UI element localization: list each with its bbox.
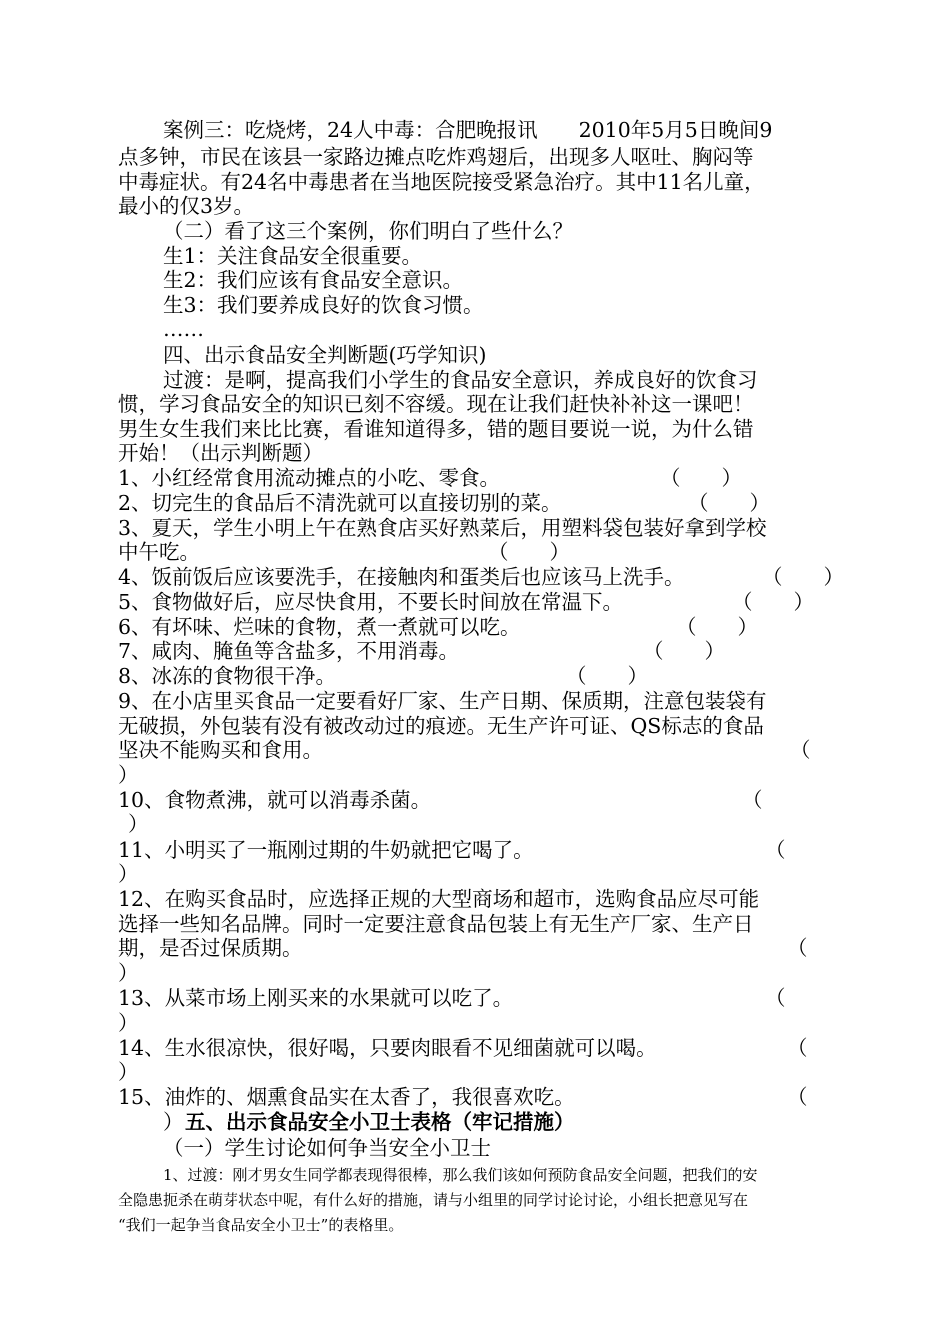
question-3-line-1: 3、夏天，学生小明上午在熟食店买好熟菜后，用塑料袋包装好拿到学校 bbox=[118, 516, 767, 540]
answer-bracket-14-close: ） bbox=[118, 1060, 139, 1084]
question-7: 7、咸肉、腌鱼等含盐多，不用消毒。 bbox=[118, 639, 460, 663]
question-11: 11、小明买了一瓶刚过期的牛奶就把它喝了。 bbox=[118, 838, 534, 862]
answer-bracket-9-open: （ bbox=[790, 738, 811, 762]
section4-heading: 四、出示食品安全判断题(巧学知识) bbox=[163, 343, 487, 367]
question-1: 1、小红经常食用流动摊点的小吃、零食。 bbox=[118, 466, 501, 490]
question-3-line-2: 中午吃。 bbox=[118, 540, 200, 564]
student-answer-2: 生2：我们应该有食品安全意识。 bbox=[163, 268, 464, 292]
section4-intro-1: 过渡：是啊，提高我们小学生的食品安全意识，养成良好的饮食习 bbox=[163, 368, 758, 392]
question-13: 13、从菜市场上刚买来的水果就可以吃了。 bbox=[118, 986, 514, 1010]
answer-bracket-11-close: ） bbox=[118, 862, 139, 886]
question-14: 14、生水很凉快，很好喝，只要肉眼看不见细菌就可以喝。 bbox=[118, 1036, 657, 1060]
answer-bracket-14-open: （ bbox=[787, 1036, 808, 1060]
question-12-line-1: 12、在购买食品时，应选择正规的大型商场和超市，选购食品应尽可能 bbox=[118, 887, 760, 911]
answer-bracket-4: （ ） bbox=[762, 565, 844, 589]
answer-bracket-8: （ ） bbox=[566, 664, 648, 688]
answer-bracket-3: （ ） bbox=[488, 540, 570, 564]
question-6: 6、有坏味、烂味的食物，煮一煮就可以吃。 bbox=[118, 615, 521, 639]
section4-intro-4: 开始！（出示判断题） bbox=[118, 441, 323, 465]
answer-bracket-12-open: （ bbox=[787, 936, 808, 960]
answer-bracket-15-close: ） bbox=[163, 1110, 184, 1134]
answer-bracket-9-close: ） bbox=[118, 763, 139, 787]
answer-bracket-11-open: （ bbox=[765, 838, 786, 862]
section5-paragraph-line-1: 1、过渡：刚才男女生同学都表现得很棒，那么我们该如何预防食品安全问题，把我们的安 bbox=[163, 1166, 758, 1184]
question-9-line-1: 9、在小店里买食品一定要看好厂家、生产日期、保质期，注意包装袋有 bbox=[118, 689, 767, 713]
section5-subheading: （一）学生讨论如何争当安全小卫士 bbox=[163, 1136, 491, 1160]
ellipsis: …… bbox=[163, 317, 204, 341]
question-9-line-2: 无破损，外包装有没有被改动过的痕迹。无生产许可证、QS标志的食品 bbox=[118, 714, 764, 738]
answer-bracket-6: （ ） bbox=[676, 615, 758, 639]
answer-bracket-7: （ ） bbox=[643, 639, 725, 663]
question-12-line-2: 选择一些知名品牌。同时一定要注意食品包装上有无生产厂家、生产日 bbox=[118, 912, 754, 936]
question-10: 10、食物煮沸，就可以消毒杀菌。 bbox=[118, 788, 432, 812]
question-8: 8、冰冻的食物很干净。 bbox=[118, 664, 337, 688]
case3-line-1: 案例三：吃烧烤，24人中毒：合肥晚报讯 2010年5月5日晚间9 bbox=[163, 118, 773, 142]
question-2: 2、切完生的食品后不清洗就可以直接切别的菜。 bbox=[118, 491, 562, 515]
section4-intro-2: 惯，学习食品安全的知识已刻不容缓。现在让我们赶快补补这一课吧！ bbox=[118, 392, 754, 416]
question-5: 5、食物做好后，应尽快食用，不要长时间放在常温下。 bbox=[118, 590, 624, 614]
answer-bracket-1: （ ） bbox=[660, 466, 742, 490]
case3-line-2: 点多钟，市民在该县一家路边摊点吃炸鸡翅后，出现多人呕吐、胸闷等 bbox=[118, 145, 754, 169]
question-4: 4、饭前饭后应该要洗手，在接触肉和蛋类后也应该马上洗手。 bbox=[118, 565, 685, 589]
answer-bracket-13-close: ） bbox=[118, 1011, 139, 1035]
question-15: 15、油炸的、烟熏食品实在太香了，我很喜欢吃。 bbox=[118, 1085, 575, 1109]
student-answer-3: 生3：我们要养成良好的饮食习惯。 bbox=[163, 293, 484, 317]
answer-bracket-2: （ ） bbox=[688, 491, 770, 515]
answer-bracket-10-open: （ bbox=[742, 788, 763, 812]
section5-heading: 五、出示食品安全小卫士表格（牢记措施） bbox=[185, 1110, 575, 1134]
case3-line-3: 中毒症状。有24名中毒患者在当地医院接受紧急治疗。其中11名儿童， bbox=[118, 170, 765, 194]
case3-line-4: 最小的仅3岁。 bbox=[118, 194, 255, 218]
answer-bracket-10-close: ） bbox=[128, 812, 149, 836]
question-12-line-3: 期，是否过保质期。 bbox=[118, 936, 303, 960]
question-9-line-3: 坚决不能购买和食用。 bbox=[118, 738, 323, 762]
student-answer-1: 生1：关注食品安全很重要。 bbox=[163, 244, 423, 268]
section5-paragraph-line-3: “我们一起争当食品安全小卫士”的表格里。 bbox=[118, 1216, 404, 1234]
answer-bracket-13-open: （ bbox=[765, 986, 786, 1010]
answer-bracket-5: （ ） bbox=[732, 590, 814, 614]
answer-bracket-12-close: ） bbox=[118, 961, 139, 985]
answer-bracket-15-open: （ bbox=[787, 1085, 808, 1109]
section4-intro-3: 男生女生我们来比比赛，看谁知道得多，错的题目要说一说，为什么错 bbox=[118, 417, 754, 441]
discussion-question: （二）看了这三个案例，你们明白了些什么？ bbox=[163, 219, 573, 243]
section5-paragraph-line-2: 全隐患扼杀在萌芽状态中呢，有什么好的措施，请与小组里的同学讨论讨论，小组长把意见写在 bbox=[118, 1191, 749, 1209]
